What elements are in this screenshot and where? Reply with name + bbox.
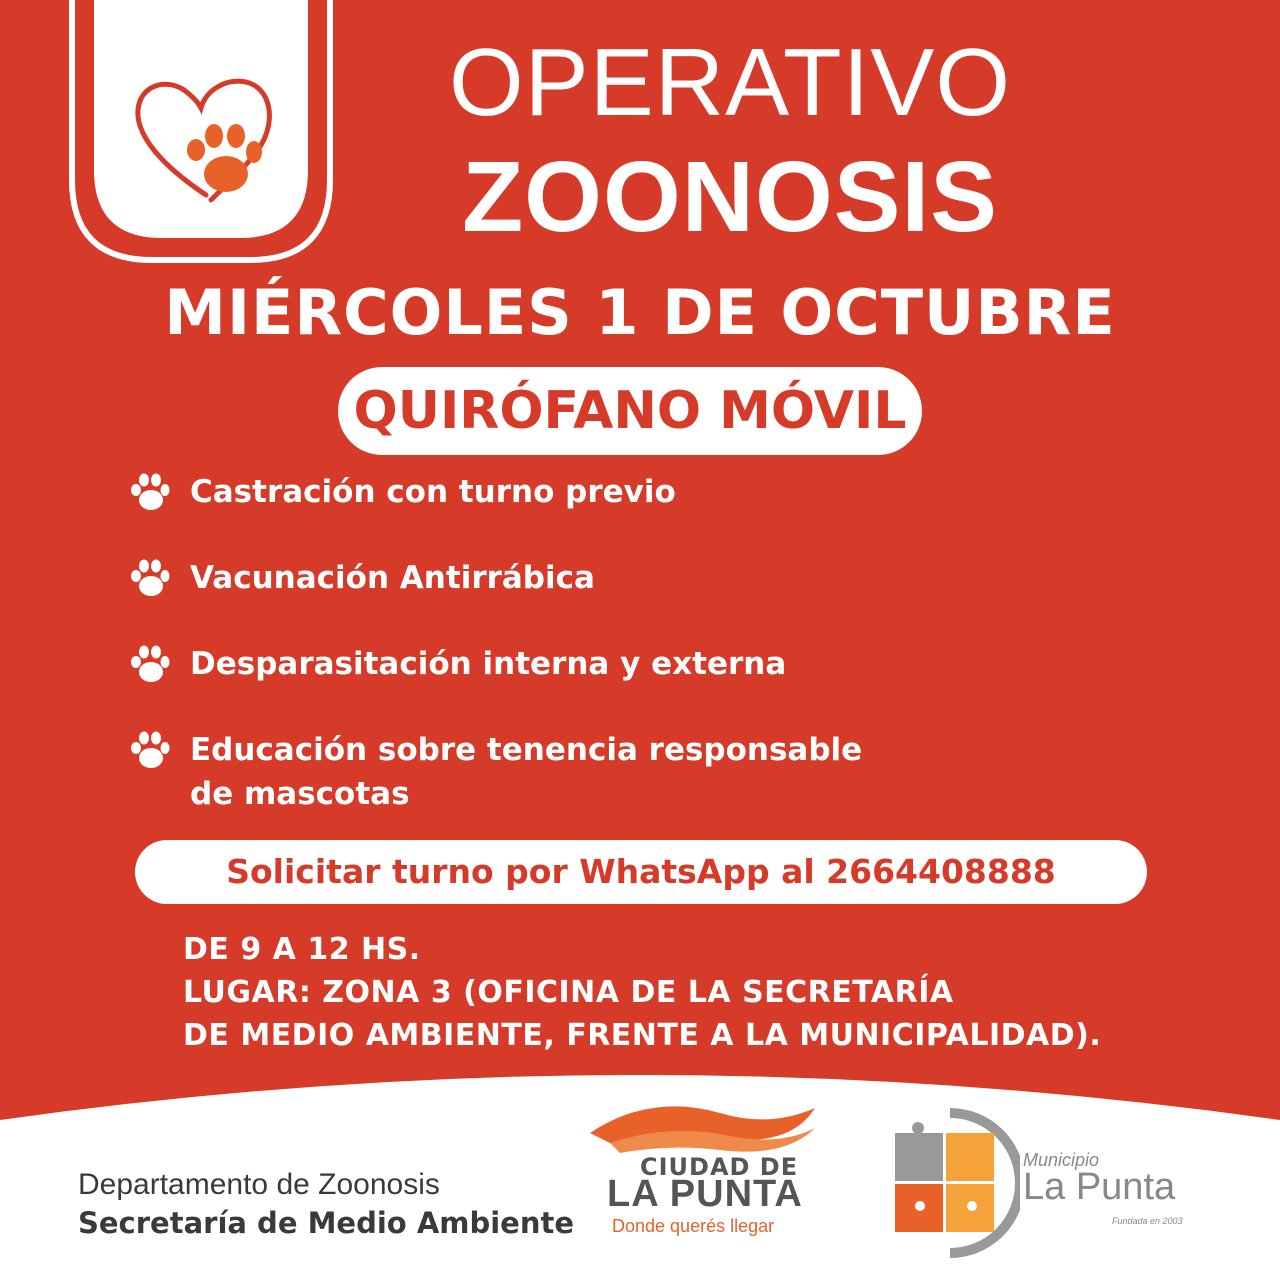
place-line-2: DE MEDIO AMBIENTE, FRENTE A LA MUNICIPALIDAD). xyxy=(183,1018,1102,1053)
list-item xyxy=(126,728,862,816)
service-text-continued: de mascotas xyxy=(190,776,410,812)
list-item xyxy=(126,642,786,688)
title-zoonosis: ZOONOSIS xyxy=(462,141,998,253)
mobile-surgery-pill: QUIRÓFANO MÓVIL xyxy=(338,367,922,455)
paw-icon xyxy=(126,470,172,516)
service-text-group xyxy=(190,728,862,816)
ciudad-la-punta-logo xyxy=(590,1098,820,1238)
list-item xyxy=(126,556,595,602)
ciudad-tagline: Donde querés llegar xyxy=(612,1216,775,1236)
flame-swoosh-icon xyxy=(590,1098,820,1158)
municipio-emblem-icon xyxy=(880,1108,1020,1258)
list-item xyxy=(126,470,676,516)
whatsapp-pill: Solicitar turno por WhatsApp al 2664408888 xyxy=(135,840,1147,904)
service-text: Desparasitación interna y externa xyxy=(190,646,787,682)
paw-icon xyxy=(126,642,172,688)
service-text: Vacunación Antirrábica xyxy=(190,560,595,596)
ciudad-line2: LA PUNTA xyxy=(607,1173,803,1215)
municipio-name: La Punta xyxy=(1023,1166,1176,1208)
hours-text: DE 9 A 12 HS. xyxy=(183,932,421,967)
service-text: Castración con turno previo xyxy=(190,474,676,510)
title-operativo: OPERATIVO xyxy=(449,29,1011,136)
municipio-label: Municipio xyxy=(1023,1150,1100,1170)
municipio-la-punta-logo xyxy=(880,1108,1220,1268)
event-date: MIÉRCOLES 1 DE OCTUBRE xyxy=(164,276,1116,349)
event-info xyxy=(183,928,1101,1057)
secretariat-name: Secretaría de Medio Ambiente xyxy=(78,1206,575,1240)
municipio-founded: Fundada en 2003 xyxy=(1112,1216,1183,1226)
service-text: Educación sobre tenencia responsable xyxy=(190,732,863,768)
ciudad-line1: CIUDAD DE xyxy=(640,1153,799,1181)
paw-icon xyxy=(126,728,172,774)
place-line-1: LUGAR: ZONA 3 (OFICINA DE LA SECRETARÍA xyxy=(183,975,954,1010)
department-credit xyxy=(78,1168,574,1240)
paw-icon xyxy=(126,556,172,602)
department-name: Departamento de Zoonosis xyxy=(78,1168,440,1201)
